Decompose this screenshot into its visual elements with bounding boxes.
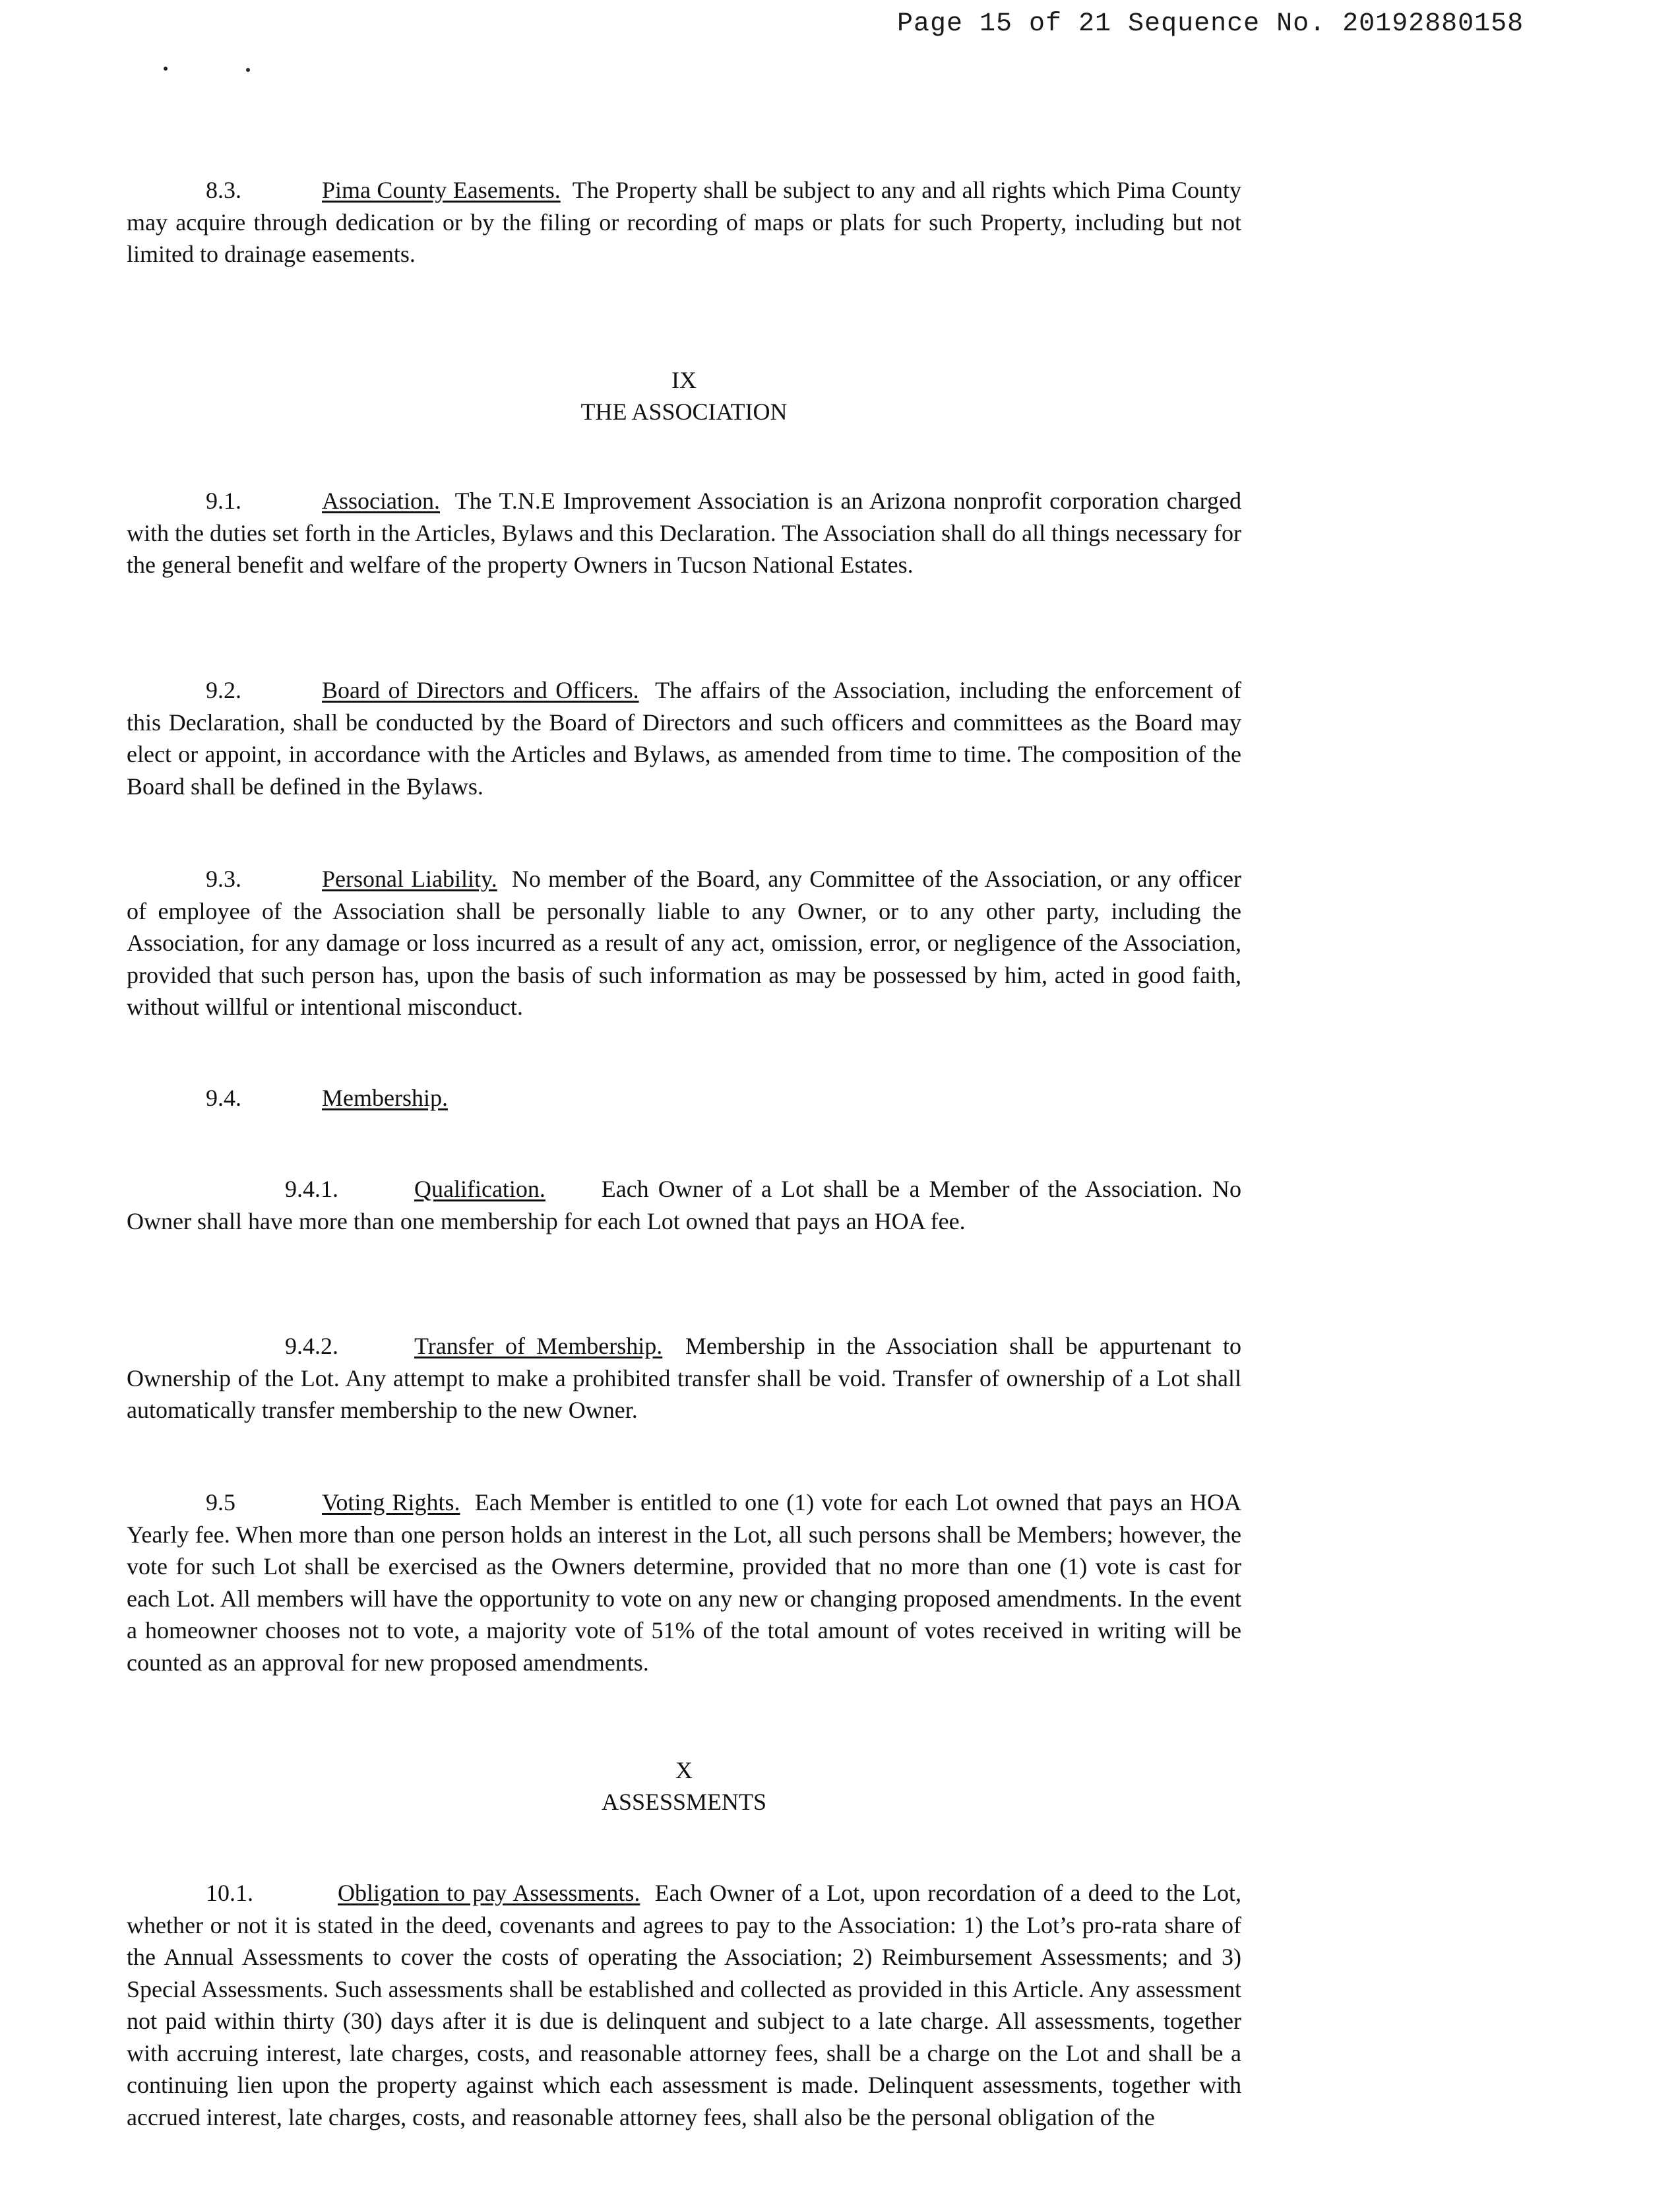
section-number: 9.2.: [206, 677, 241, 703]
section-body: The affairs of the Association, including the enforcement of this Declaration, shall be conducted by the Board of Directors and such officers and committees as the Board may elect or appoint, in accordance with the Articles and Bylaws, as amended from time to time. The composition of the Board shall be defined in the Bylaws.: [127, 677, 1242, 800]
section-title: Pima County Easements.: [322, 177, 561, 203]
article-ix-title: THE ASSOCIATION: [580, 399, 788, 425]
section-9-4-2: [127, 1330, 1241, 1426]
section-9-1: [127, 485, 1241, 581]
section-10-1: [127, 1877, 1241, 2133]
section-9-4: [127, 1082, 1241, 1114]
section-body: Membership in the Association shall be appurtenant to Ownership of the Lot. Any attempt to make a prohibited transfer shall be void. Transfer of ownership of a Lot shall automatically transfer membership to the new Owner.: [127, 1333, 1241, 1423]
article-x-title: ASSESSMENTS: [601, 1789, 767, 1815]
scan-speck: [164, 67, 168, 71]
section-9-2: [127, 674, 1241, 802]
section-8-3: [127, 174, 1241, 271]
section-number: 9.3.: [206, 866, 241, 892]
section-title: Membership.: [322, 1085, 448, 1111]
section-title: Voting Rights.: [322, 1489, 460, 1516]
section-body: Each Owner of a Lot, upon recordation of a deed to the Lot, whether or not it is stated in the deed, covenants and agrees to pay to the Association: 1) the Lot’s pro-rata share of the Annual Assessments to cover the costs of operating the Association; 2) Reimbursement Assessments; and 3) Special Assessments. Such assessments shall be established and collected as provided in this Article. Any assessment not paid within thirty (30) days after it is due is delinquent and subject to a late charge. All assessments, together with accruing interest, late charges, costs, and reasonable attorney fees, shall be a charge on the Lot and shall be a continuing lien upon the property against which each assessment is made. Delinquent assessments, together with accrued interest, late charges, costs, and reasonable attorney fees, shall also be the personal obligation of the: [127, 1880, 1242, 2130]
section-number: 9.4.1.: [285, 1176, 338, 1202]
section-body: No member of the Board, any Committee of the Association, or any officer of employee of the Association shall be personally liable to any Owner, or to any other party, including the Association, for any damage or loss incurred as a result of any act, omission, error, or negligence of the Association, provided that such person has, upon the basis of such information as may be possessed by him, acted in good faith, without willful or intentional misconduct.: [127, 866, 1242, 1020]
section-title: Obligation to pay Assessments.: [338, 1880, 640, 1906]
section-title: Qualification.: [414, 1176, 545, 1202]
section-body: Each Owner of a Lot shall be a Member of the Association. No Owner shall have more than one membership for each Lot owned that pays an HOA fee.: [127, 1176, 1241, 1234]
section-number: 9.4.: [206, 1085, 241, 1111]
section-9-4-1: [127, 1173, 1241, 1237]
section-9-3: [127, 863, 1241, 1023]
section-title: Association.: [322, 488, 440, 514]
article-ix-numeral: IX: [671, 367, 697, 393]
section-body: The T.N.E Improvement Association is an Arizona nonprofit corporation charged with the duties set forth in the Articles, Bylaws and this Declaration. The Association shall do all things necessary for the general benefit and welfare of the property Owners in Tucson National Estates.: [127, 488, 1241, 578]
section-body: Each Member is entitled to one (1) vote for each Lot owned that pays an HOA Yearly fee. When more than one person holds an interest in the Lot, all such persons shall be Members; however, the vote for such Lot shall be exercised as the Owners determine, provided that no more than one (1) vote is cast for each Lot. All members will have the opportunity to vote on any new or changing proposed amendments. In the event a homeowner chooses not to vote, a majority vote of 51% of the total amount of votes received in writing will be counted as an approval for new proposed amendments.: [127, 1489, 1241, 1676]
section-number: 9.5: [206, 1489, 235, 1516]
section-9-5: [127, 1486, 1241, 1678]
section-body: The Property shall be subject to any and all rights which Pima County may acquire through dedication or by the filing or recording of maps or plats for such Property, including but not limited to drainage easements.: [127, 177, 1242, 267]
section-number: 10.1.: [206, 1880, 253, 1906]
section-number: 9.4.2.: [285, 1333, 338, 1359]
section-number: 8.3.: [206, 177, 241, 203]
article-x-numeral: X: [675, 1757, 693, 1783]
section-title: Personal Liability.: [322, 866, 497, 892]
section-title: Transfer of Membership.: [414, 1333, 663, 1359]
scan-speck: [246, 68, 250, 72]
section-number: 9.1.: [206, 488, 241, 514]
page-sequence-header: Page 15 of 21 Sequence No. 20192880158: [897, 9, 1524, 39]
section-title: Board of Directors and Officers.: [322, 677, 639, 703]
